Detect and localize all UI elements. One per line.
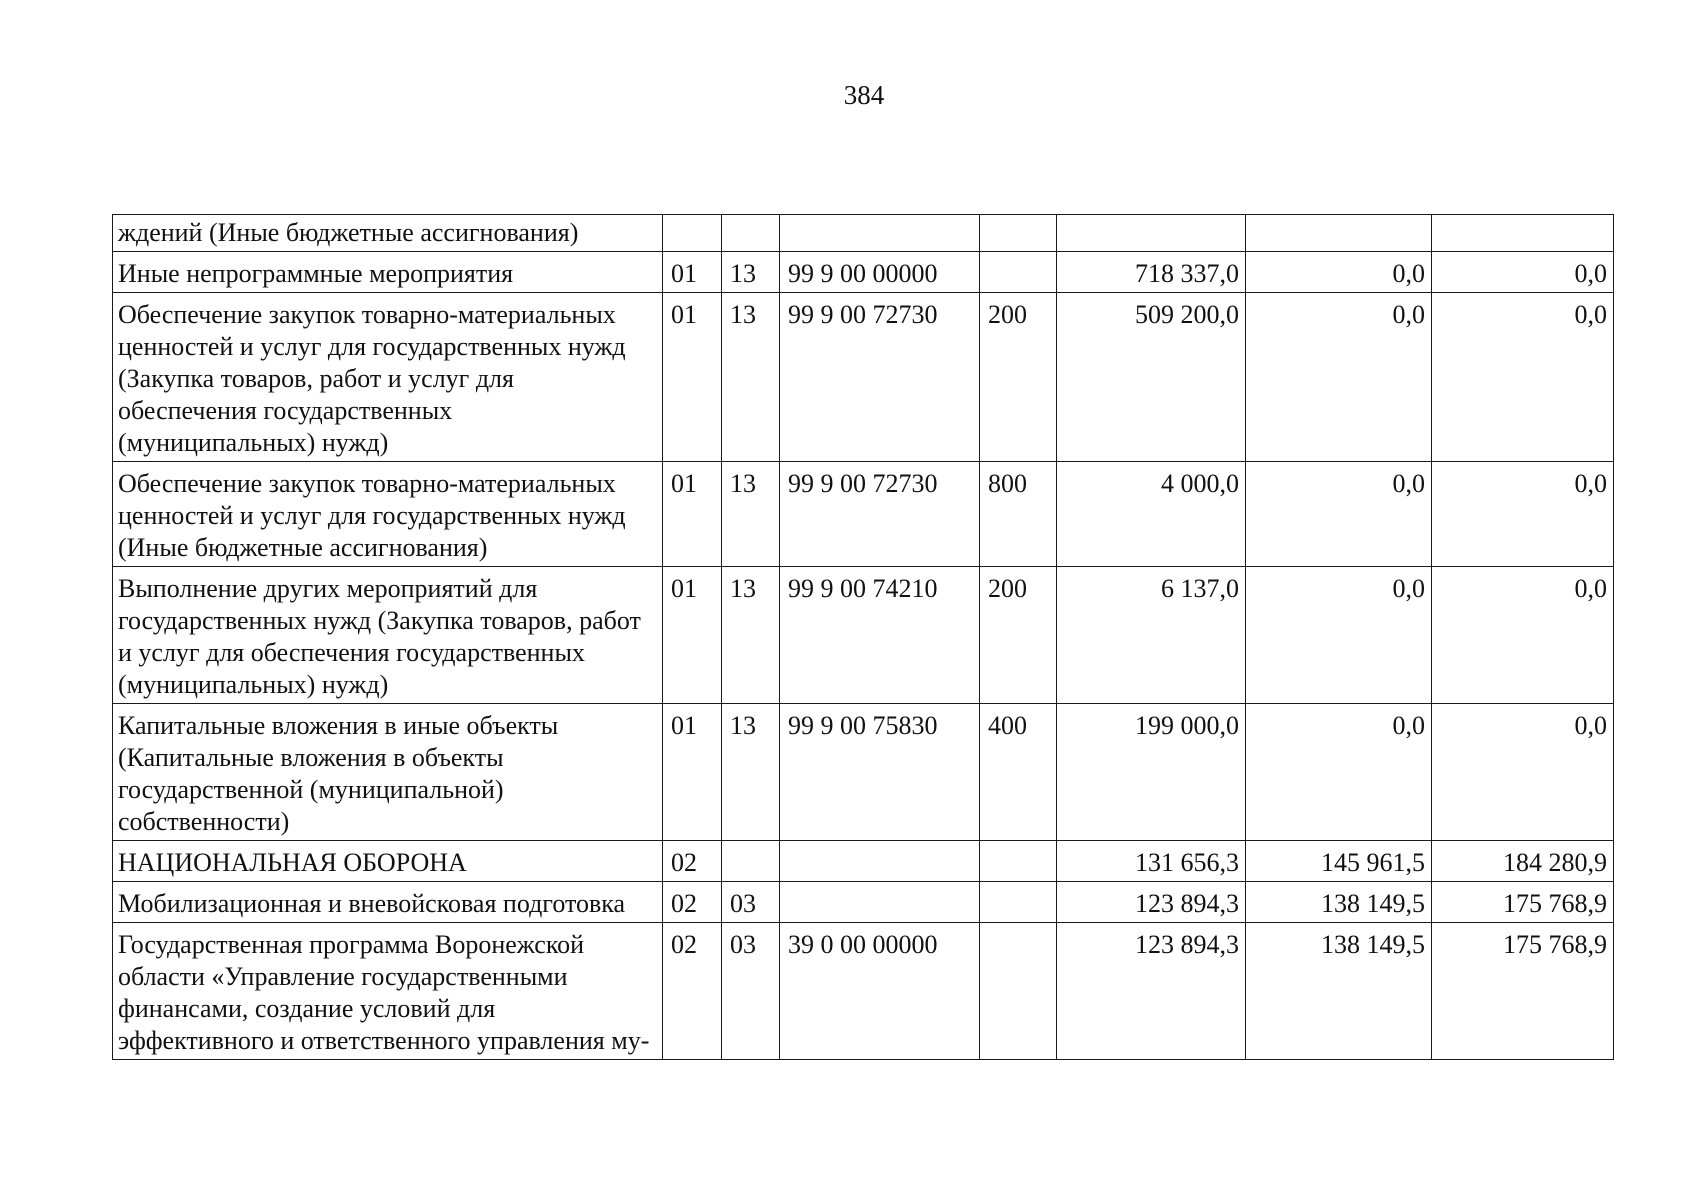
amount-year-1: 718 337,0 [1057, 252, 1246, 293]
expense-type-code: 400 [980, 704, 1057, 841]
row-name: Обеспечение закупок товарно-материальных ценностей и услуг для государственных нужд (Иные бюджетные ассигнования) [113, 462, 663, 567]
amount-year-3 [1432, 215, 1614, 252]
table-row [113, 704, 1614, 841]
subsection-code [722, 215, 780, 252]
amount-year-2: 0,0 [1246, 704, 1432, 841]
target-article-code: 99 9 00 72730 [780, 293, 980, 462]
row-name: Обеспечение закупок товарно-материальных ценностей и услуг для государственных нужд (Закупка товаров, работ и услуг для обеспечения государственных (муниципальных) нужд) [113, 293, 663, 462]
amount-year-2 [1246, 215, 1432, 252]
amount-year-1: 4 000,0 [1057, 462, 1246, 567]
subsection-code: 13 [722, 252, 780, 293]
table-row [113, 293, 1614, 462]
amount-year-2: 0,0 [1246, 252, 1432, 293]
expense-type-code [980, 252, 1057, 293]
table-row [113, 923, 1614, 1060]
amount-year-3: 184 280,9 [1432, 841, 1614, 882]
section-code: 01 [663, 462, 722, 567]
section-code: 02 [663, 841, 722, 882]
section-code [663, 215, 722, 252]
amount-year-1: 131 656,3 [1057, 841, 1246, 882]
amount-year-1: 199 000,0 [1057, 704, 1246, 841]
amount-year-3: 175 768,9 [1432, 923, 1614, 1060]
amount-year-3: 0,0 [1432, 462, 1614, 567]
target-article-code [780, 215, 980, 252]
section-code: 01 [663, 293, 722, 462]
row-name: Выполнение других мероприятий для государственных нужд (Закупка товаров, работ и услуг для обеспечения государственных (муниципальных) нужд) [113, 567, 663, 704]
amount-year-1: 509 200,0 [1057, 293, 1246, 462]
amount-year-1 [1057, 215, 1246, 252]
amount-year-3: 175 768,9 [1432, 882, 1614, 923]
subsection-code: 03 [722, 882, 780, 923]
table-row [113, 841, 1614, 882]
target-article-code: 99 9 00 74210 [780, 567, 980, 704]
amount-year-2: 145 961,5 [1246, 841, 1432, 882]
expense-type-code: 200 [980, 567, 1057, 704]
section-code: 02 [663, 882, 722, 923]
row-name: Капитальные вложения в иные объекты (Капитальные вложения в объекты государственной (муниципальной) собственности) [113, 704, 663, 841]
amount-year-3: 0,0 [1432, 293, 1614, 462]
section-code: 01 [663, 704, 722, 841]
amount-year-1: 123 894,3 [1057, 882, 1246, 923]
row-name: Иные непрограммные мероприятия [113, 252, 663, 293]
target-article-code: 99 9 00 75830 [780, 704, 980, 841]
amount-year-2: 138 149,5 [1246, 882, 1432, 923]
target-article-code [780, 882, 980, 923]
section-code: 02 [663, 923, 722, 1060]
expense-type-code [980, 882, 1057, 923]
row-name: Мобилизационная и вневойсковая подготовка [113, 882, 663, 923]
amount-year-1: 123 894,3 [1057, 923, 1246, 1060]
amount-year-3: 0,0 [1432, 252, 1614, 293]
expense-type-code: 200 [980, 293, 1057, 462]
expense-type-code [980, 923, 1057, 1060]
amount-year-2: 0,0 [1246, 462, 1432, 567]
row-name: Государственная программа Воронежской области «Управление государственными финансами, создание условий для эффективного и ответственного управления му- [113, 923, 663, 1060]
page-number: 384 [843, 80, 885, 110]
expense-type-code [980, 215, 1057, 252]
section-code: 01 [663, 567, 722, 704]
subsection-code: 13 [722, 704, 780, 841]
section-code: 01 [663, 252, 722, 293]
amount-year-1: 6 137,0 [1057, 567, 1246, 704]
amount-year-3: 0,0 [1432, 567, 1614, 704]
subsection-code: 13 [722, 567, 780, 704]
expense-type-code: 800 [980, 462, 1057, 567]
target-article-code: 99 9 00 72730 [780, 462, 980, 567]
target-article-code [780, 841, 980, 882]
expense-type-code [980, 841, 1057, 882]
amount-year-2: 0,0 [1246, 293, 1432, 462]
target-article-code: 99 9 00 00000 [780, 252, 980, 293]
table-row [113, 882, 1614, 923]
budget-table [112, 214, 1614, 1060]
subsection-code: 13 [722, 293, 780, 462]
subsection-code: 03 [722, 923, 780, 1060]
table-row [113, 462, 1614, 567]
subsection-code [722, 841, 780, 882]
subsection-code: 13 [722, 462, 780, 567]
table-row [113, 252, 1614, 293]
amount-year-2: 138 149,5 [1246, 923, 1432, 1060]
table-row [113, 567, 1614, 704]
target-article-code: 39 0 00 00000 [780, 923, 980, 1060]
table-row [113, 215, 1614, 252]
row-name: НАЦИОНАЛЬНАЯ ОБОРОНА [113, 841, 663, 882]
amount-year-2: 0,0 [1246, 567, 1432, 704]
amount-year-3: 0,0 [1432, 704, 1614, 841]
row-name: ждений (Иные бюджетные ассигнования) [113, 215, 663, 252]
